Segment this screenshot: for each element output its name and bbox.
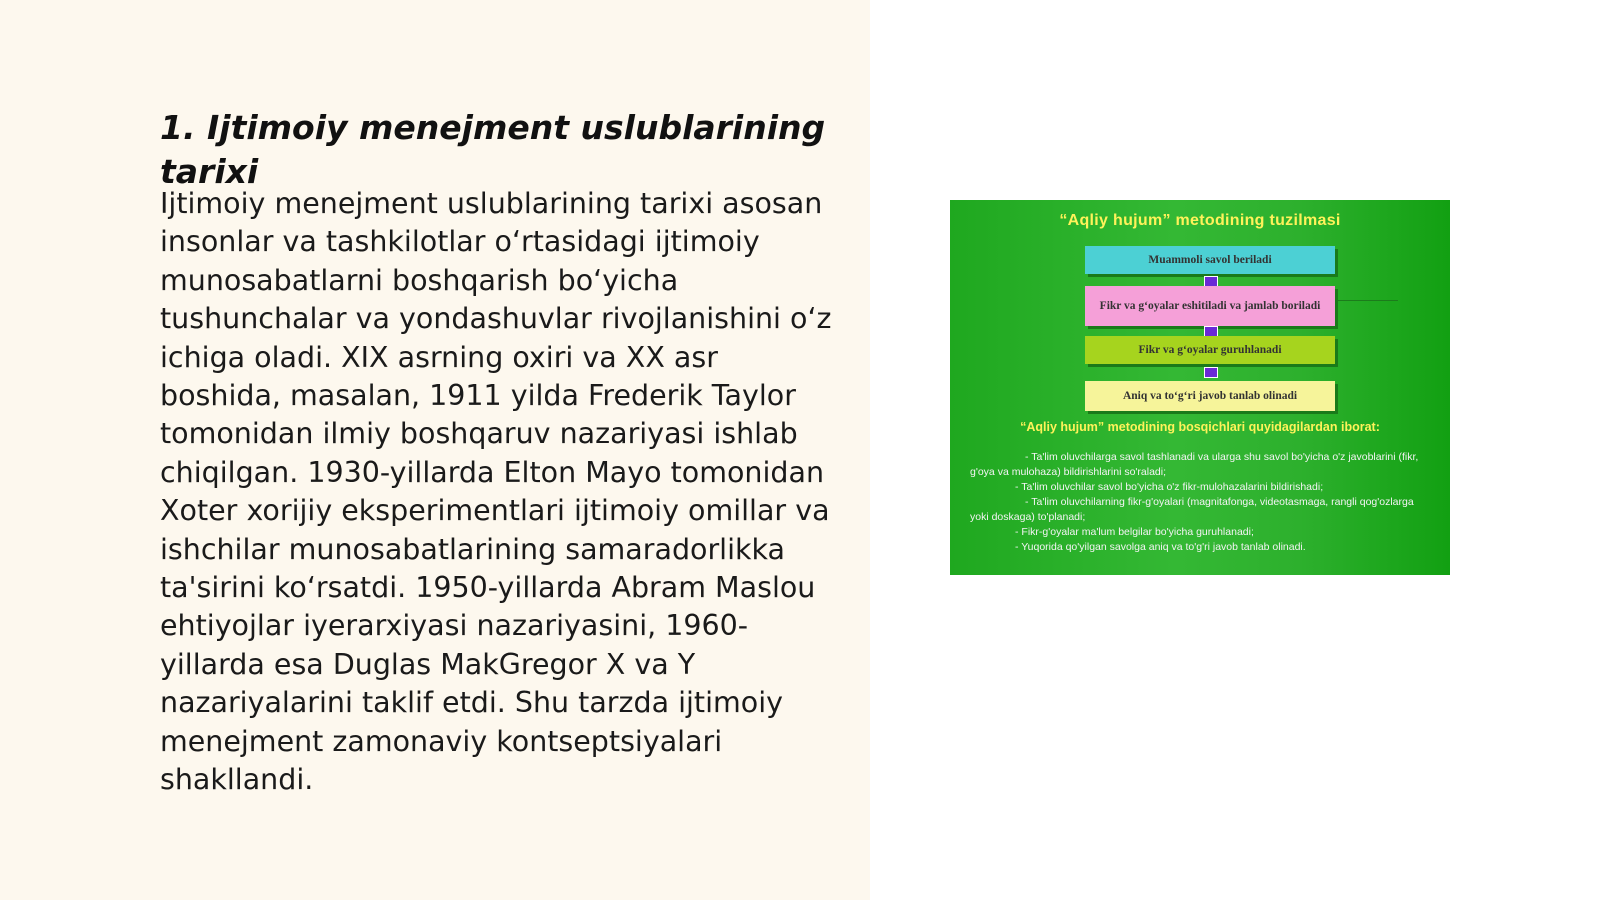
slide-body-text: Ijtimoiy menejment uslublarining tarixi asosan insonlar va tashkilotlar o‘rtasidagi ijtimoiy munosabatlarni boshqarish bo‘yicha tushunchalar va yondashuvlar rivojlanishini o‘z ichiga oladi. XIX asrning oxiri va XX asr boshida, masalan, 1911 yilda Frederik Taylor tomonidan ilmiy boshqaruv nazariyasi ishlab chiqilgan. 1930-yillarda Elton Mayo tomonidan Xoter xorijiy eksperimentlari ijtimoiy omillar va ishchilar munosabatlarining samaradorlikka ta'sirini ko‘rsatdi. 1950-yillarda Abram Maslou ehtiyojlar iyerarxiyasi nazariyasini, 1960-yillarda esa Duglas MakGregor X va Y nazariyalarini taklif etdi. Shu tarzda ijtimoiy menejment zamonaviy kontseptsiyalari shakllandi. [160,187,832,797]
brainstorm-method-figure [950,200,1450,575]
figure-title: “Aqliy hujum” metodining tuzilmasi [1059,212,1341,229]
list-item: - Ta'lim oluvchilarga savol tashlanadi va ularga shu savol bo'yicha o'z javoblarini (fikr, g'oya va mulohaza) bildirishlarini so'raladi; [970,451,1419,478]
list-item: - Ta'lim oluvchilarning fikr-g'oyalari (magnitafonga, videotasmaga, rangli qog'ozlarga yoki doskaga) to'planadi; [970,496,1414,523]
stage-list [970,450,1430,555]
connector-arrow [1204,367,1218,378]
diagram-step-3: Fikr va g‘oyalar guruhlanadi [1085,336,1335,364]
diagram-step-1: Muammoli savol beriladi [1085,246,1335,274]
side-divider-line [1338,300,1398,301]
list-item: - Fikr-g'oyalar ma'lum belgilar bo'yicha guruhlanadi; [1015,526,1254,538]
figure-subtitle: “Aqliy hujum” metodining bosqichlari quyidagilardan iborat: [1020,420,1380,434]
list-item: - Ta'lim oluvchilar savol bo'yicha o'z fikr-mulohazalarini bildirishadi; [1015,481,1324,493]
slide-title: 1. Ijtimoiy menejment uslublarining tarixi [160,108,826,191]
list-item: - Yuqorida qo'yilgan savolga aniq va to'g'ri javob tanlab olinadi. [1015,541,1306,553]
diagram-step-2: Fikr va g‘oyalar eshitiladi va jamlab boriladi [1085,286,1335,326]
diagram-step-4: Aniq va to‘g‘ri javob tanlab olinadi [1085,381,1335,411]
